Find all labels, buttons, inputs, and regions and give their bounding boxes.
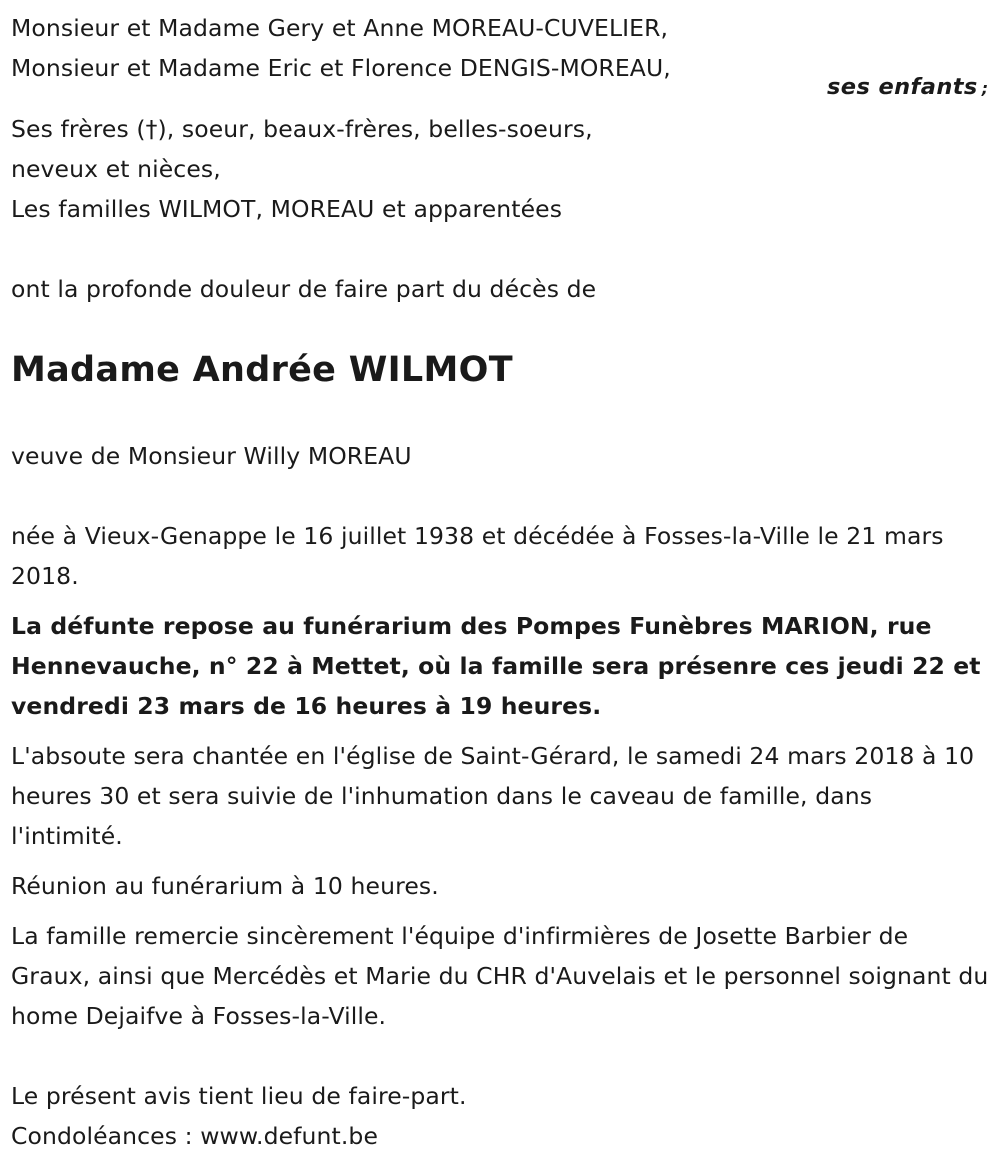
- children-label: [827, 74, 989, 100]
- funeral-home-text: La défunte repose au funérarium des Pompes Funèbres MARION, rue Hennevauche, n° 22 à Mettet, où la famille sera présenre ces jeudi 22 et vendredi 23 mars de 16 heures à 19 heures.: [11, 612, 981, 720]
- children-label-punct: ;: [981, 79, 989, 98]
- obituary-notice: [11, 8, 989, 1156]
- relatives-block: [11, 109, 989, 229]
- birth-death-text: née à Vieux-Genappe le 16 juillet 1938 et décédée à Fosses-la-Ville le 21 mars 2018.: [11, 522, 944, 590]
- thanks-text: La famille remercie sincèrement l'équipe d'infirmières de Josette Barbier de Graux, ainsi que Mercédès et Marie du CHR d'Auvelais et le personnel soignant du home Dejaifve à Fosses-la-Ville.: [11, 922, 989, 1030]
- widow-of-text: veuve de Monsieur Willy MOREAU: [11, 442, 412, 470]
- children-line-1: Monsieur et Madame Gery et Anne MOREAU-CUVELIER,: [11, 14, 669, 42]
- children-block: [11, 8, 989, 100]
- service-text: L'absoute sera chantée en l'église de Saint-Gérard, le samedi 24 mars 2018 à 10 heures 30 et sera suivie de l'inhumation dans le caveau de famille, dans l'intimité.: [11, 742, 975, 850]
- announcement-text: ont la profonde douleur de faire part du décès de: [11, 275, 597, 303]
- meeting-text: Réunion au funérarium à 10 heures.: [11, 872, 439, 900]
- relatives-line-1: Ses frères (†), soeur, beaux-frères, belles-soeurs,: [11, 115, 593, 143]
- footer-notice: Le présent avis tient lieu de faire-part.: [11, 1082, 467, 1110]
- children-label-text: ses enfants: [827, 74, 978, 100]
- relatives-line-2: neveux et nièces,: [11, 155, 221, 183]
- footer-condolences: Condoléances : www.defunt.be: [11, 1122, 379, 1150]
- deceased-name: Madame Andrée WILMOT: [11, 350, 513, 390]
- relatives-line-3: Les familles WILMOT, MOREAU et apparentées: [11, 195, 563, 223]
- children-line-2: Monsieur et Madame Eric et Florence DENGIS-MOREAU,: [11, 54, 671, 82]
